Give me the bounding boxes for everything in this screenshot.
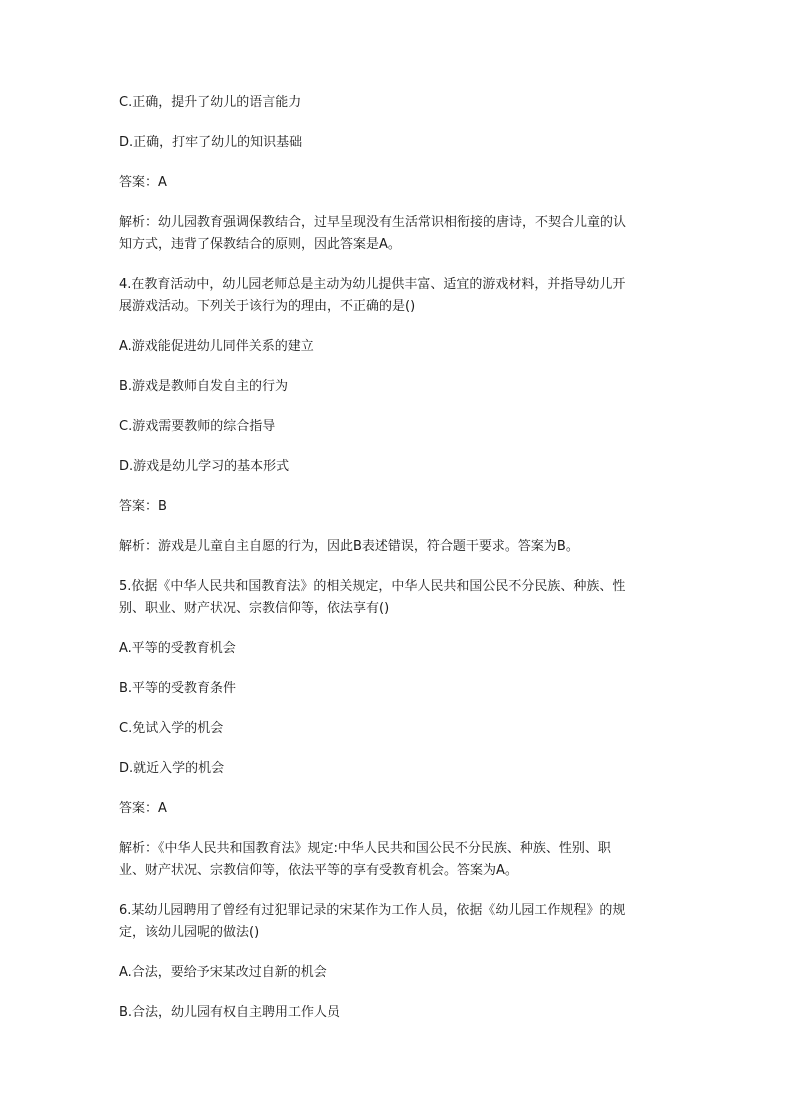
q5-option-c: C.免试入学的机会 [119, 721, 224, 736]
q4-stem [119, 274, 679, 318]
q4-explanation: 解析：游戏是儿童自主自愿的行为，因此B表述错误，符合题干要求。答案为B。 [119, 539, 579, 554]
q5-option-b: B.平等的受教育条件 [119, 681, 237, 696]
q5-explanation-line-1: 解析：《中华人民共和国教育法》规定:中华人民共和国公民不分民族、种族、性别、职 [119, 841, 611, 856]
q5-option-d: D.就近入学的机会 [119, 761, 225, 776]
q5-stem-line-2: 别、职业、财产状况、宗教信仰等，依法享有() [119, 601, 390, 616]
q4-answer: 答案：B [119, 499, 167, 514]
q5-explanation-line-2: 业、财产状况、宗教信仰等，依法平等的享有受教育机会。答案为A。 [119, 863, 518, 878]
q5-answer: 答案：A [119, 801, 167, 816]
q3-explanation [119, 212, 679, 256]
q4-stem-line-2: 展游戏活动。下列关于该行为的理由，不正确的是() [119, 299, 416, 314]
q5-stem [119, 576, 679, 620]
q4-option-c: C.游戏需要教师的综合指导 [119, 419, 276, 434]
q3-answer: 答案：A [119, 175, 167, 190]
q6-option-b: B.合法，幼儿园有权自主聘用工作人员 [119, 1005, 341, 1020]
q4-option-d: D.游戏是幼儿学习的基本形式 [119, 459, 290, 474]
q6-stem-line-1: 6.某幼儿园聘用了曾经有过犯罪记录的宋某作为工作人员，依据《幼儿园工作规程》的规 [119, 903, 626, 918]
q6-stem-line-2: 定，该幼儿园呢的做法() [119, 925, 260, 940]
q3-explanation-line-1: 解析：幼儿园教育强调保教结合，过早呈现没有生活常识相衔接的唐诗，不契合儿童的认 [119, 215, 627, 230]
q5-option-a: A.平等的受教育机会 [119, 641, 236, 656]
q4-option-a: A.游戏能促进幼儿同伴关系的建立 [119, 339, 314, 354]
q6-option-a: A.合法，要给予宋某改过自新的机会 [119, 965, 327, 980]
document-page [119, 92, 679, 1024]
q4-stem-line-1: 4.在教育活动中，幼儿园老师总是主动为幼儿提供丰富、适宜的游戏材料，并指导幼儿开 [119, 277, 626, 292]
q4-option-b: B.游戏是教师自发自主的行为 [119, 379, 289, 394]
q3-option-d: D.正确，打牢了幼儿的知识基础 [119, 135, 303, 150]
q3-option-c: C.正确，提升了幼儿的语言能力 [119, 95, 302, 110]
q5-explanation [119, 838, 679, 882]
q6-stem [119, 900, 679, 944]
q5-stem-line-1: 5.依据《中华人民共和国教育法》的相关规定，中华人民共和国公民不分民族、种族、性 [119, 579, 626, 594]
q3-explanation-line-2: 知方式，违背了保教结合的原则，因此答案是A。 [119, 237, 401, 252]
